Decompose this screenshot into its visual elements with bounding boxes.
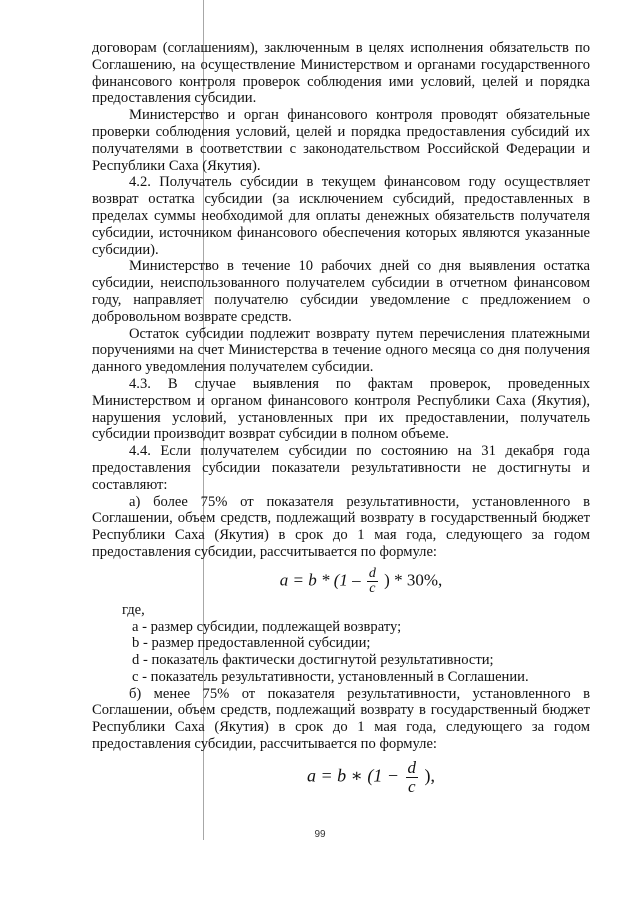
formula-rhs: ), [424,765,436,786]
document-page [92,40,590,802]
formula-fraction [367,567,378,596]
formula-a [92,567,590,596]
definition-d: d - показатель фактически достигнутой результативности; [132,652,494,669]
fraction-denominator: c [369,580,376,596]
formula-lhs: a = b * (1 – [279,570,361,590]
formula-b [92,759,590,796]
paragraph-item-a: а) более 75% от показателя результативности, установленного в Соглашении, объем средств, подлежащий возврату в государственный бюджет Республики Саха (Якутия) в срок до 1 мая года, следующего за годом предоставления субсидии, рассчитывается по формуле: [92,493,590,560]
paragraph-4-2: 4.2. Получатель субсидии в текущем финансовом году осуществляет возврат остатка субсидии (за исключением субсидий, предоставленных в пределах суммы необходимой для оплаты денежных обязательств получателя субсидии, источником финансового обеспечения которых являются указанные субсидии). [92,174,590,258]
paragraph-4-3: 4.3. В случае выявления по фактам проверок, проведенных Министерством и органом финансового контроля Республики Саха (Якутия), нарушения условий, установленных при их предоставлении, получатель субсидии производит возврат субсидии в полном объеме. [92,375,590,443]
page-number: 99 [314,829,326,840]
formula-rhs: ) * 30%, [384,570,443,590]
paragraph-continuation: договорам (соглашениям), заключенным в целях исполнения обязательств по Соглашению, на осуществление Министерством и органами государственного финансового контроля проверок соблюдения ими условий, целей и порядка предоставления субсидии. [92,40,590,107]
paragraph-4-4: 4.4. Если получателем субсидии по состоянию на 31 декабря года предоставления субсидии показатели результативности не достигнуты и составляют: [92,443,590,493]
definition-b: b - размер предоставленной субсидии; [132,635,371,652]
definition-a: a - размер субсидии, подлежащей возврату; [132,618,402,635]
fraction-numerator: d [407,757,417,777]
formula-lhs: a = b ∗ (1 − [306,765,400,786]
paragraph: Остаток субсидии подлежит возврату путем перечисления платежными поручениями на счет Министерства в течение одного месяца со дня получения данного уведомления получателем субсидии. [92,325,590,376]
formula-fraction [406,759,419,796]
paragraph-item-b: б) менее 75% от показателя результативности, установленного в Соглашении, объем средств, подлежащий возврату в государственный бюджет Республики Саха (Якутия) в срок до 1 мая года, следующего за годом предоставления субсидии, рассчитывается по формуле: [92,685,590,753]
definition-c: c - показатель результативности, установленный в Соглашении. [132,668,529,685]
paragraph: Министерство и орган финансового контроля проводят обязательные проверки соблюдения условий, целей и порядка предоставления субсидий их получателями в соответствии с законодательством Российской Федерации и Республики Саха (Якутия). [92,107,590,174]
fraction-numerator: d [368,565,376,581]
where-label: где, [122,601,145,618]
paragraph: Министерство в течение 10 рабочих дней со дня выявления остатка субсидии, неиспользованного получателем субсидии в отчетном финансовом году, направляет получателю субсидии уведомление с предложением о добровольном возврате средств. [92,258,590,325]
fraction-denominator: c [407,776,416,796]
